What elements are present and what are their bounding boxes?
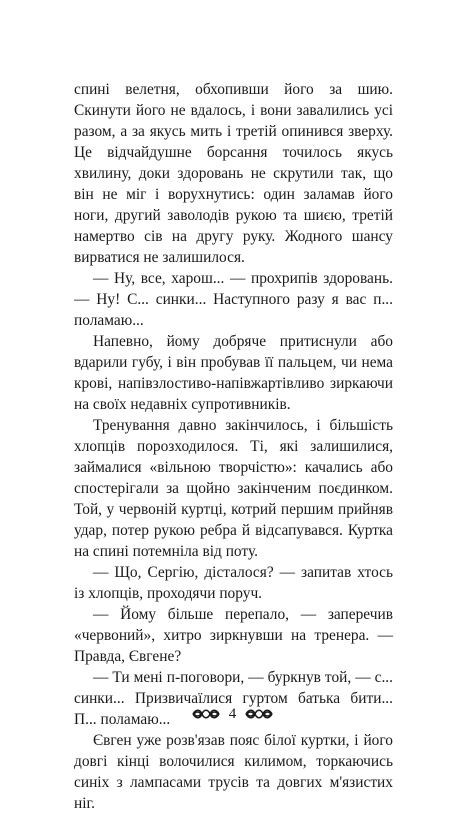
page-footer — [0, 705, 465, 723]
paragraph: — Ти мені п-поговори, — буркнув той, — с... синки... Призвичаїлися гуртом батька бити... П... поламаю... — [74, 669, 393, 728]
knot-ornament-icon — [244, 708, 274, 720]
paragraph: — Ну, все, харош... — прохрипів здоровань. — Ну! С... синки... Наступного разу я вас п... поламаю... — [74, 270, 393, 329]
page-number: 4 — [228, 706, 237, 722]
paragraph: Євген уже розв'язав пояс білої куртки, і його довгі кінці волочилися килимом, торкаючись синіх з лампасами трусів та довгих м'язистих ніг. — [74, 732, 393, 812]
paragraph: — Що, Сергію, дісталося? — запитав хтось із хлопців, проходячи поруч. — [74, 564, 393, 602]
knot-ornament-icon — [191, 708, 221, 720]
paragraph: — Йому більше перепало, — заперечив «червоний», хитро зиркнувши на тренера. — Правда, Євгене? — [74, 606, 393, 665]
paragraph: Тренування давно закінчилось, і більшість хлопців порозходилося. Ті, які залишилися, займалися «вільною творчістю»: качались або спостерігали за щойно закінченим поєдинком. Той, у червоній куртці, котрий першим прийняв удар, потер рукою ребра й відсапувався. Куртка на спині потемніла від поту. — [74, 417, 393, 560]
page-body — [74, 79, 393, 814]
paragraph: Напевно, йому добряче притиснули або вдарили губу, і він пробував її пальцем, чи нема крові, напівзлостиво-напівжартівливо зиркаючи на своїх недавніх супротивників. — [74, 333, 393, 413]
paragraph: спині велетня, обхопивши його за шию. Скинути його не вдалось, і вони завалились усі разом, а за якусь мить і третій опинився зверху. Це відчайдушне борсання точилось якусь хвилину, доки здоровань не скрутили так, що він не міг і ворухнутись: один заламав його ноги, другий заволодів рукою та шиєю, третій намертво сів на другу руку. Жодного шансу вирватися не залишилося. — [74, 81, 393, 266]
